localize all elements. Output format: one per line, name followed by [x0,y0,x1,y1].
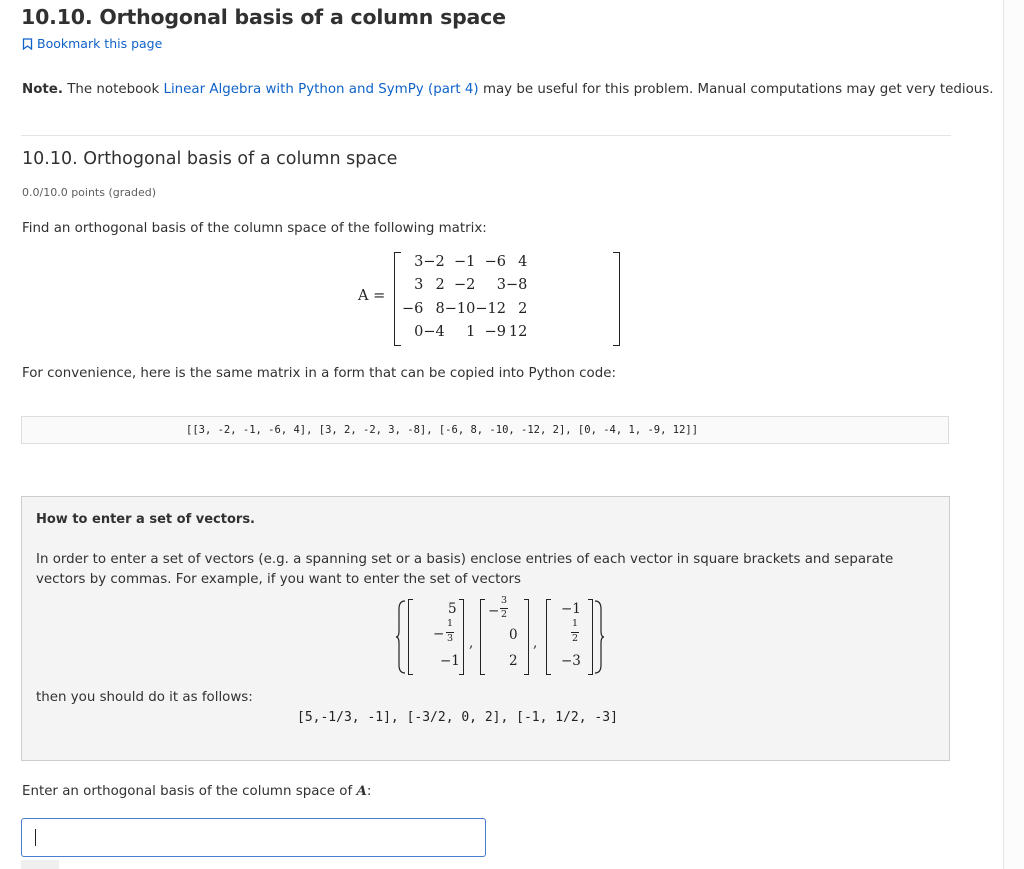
matrix-cell: 4 [518,253,528,270]
matrix-cell: −2 [423,253,445,270]
vec2-entry-2: 0 [509,627,518,643]
vec2-left-bracket [480,599,481,675]
matrix-cell: 8 [435,300,445,317]
submit-area-stub [21,860,59,869]
vec2-right-bracket [528,599,529,675]
bookmark-icon [22,38,33,50]
bookmark-link[interactable] [22,36,162,51]
hint-text: In order to enter a set of vectors (e.g. a spanning set or a basis) enclose entries of each vector in square brackets and separate vectors by commas. For example, if you want to enter the set of vectors [36,552,894,587]
matrix-cell: 2 [518,300,528,317]
vec1-den-2: 3 [446,633,454,644]
matrix-cell: −4 [423,324,445,341]
vec1-entry-1: 5 [448,601,457,617]
vec1-num-2: 1 [446,618,454,629]
answer-prompt-end: : [366,784,372,799]
matrix-label: A = [358,288,386,304]
answer-prompt-text: Enter an orthogonal basis of the column space of [22,784,353,799]
matrix-row [402,250,527,274]
matrix-cell: 12 [508,324,528,341]
python-code[interactable]: [[3, -2, -1, -6, 4], [3, 2, -2, 3, -8], [-6, 8, -10, -12, 2], [0, -4, 1, -9, 12]] [186,424,699,436]
scrollbar[interactable] [1003,0,1024,869]
vec3-left-bracket-bottom [546,674,551,675]
matrix-cell: −2 [453,277,476,294]
vec2-den-1: 2 [500,609,508,620]
answer-prompt [22,783,371,799]
python-code-box[interactable] [21,416,949,444]
note-label: Note. [22,82,63,97]
note-text-before: The notebook [67,82,160,97]
vec1-left-bracket-bottom [408,674,413,675]
answer-input[interactable] [21,818,486,857]
matrix-cell: −12 [475,300,506,317]
matrix-cell: 1 [466,324,476,341]
matrix-row [402,321,527,345]
matrix-cell: −1 [453,253,476,270]
vec1-left-bracket-top [408,599,413,600]
vec1-entry-3: −1 [440,653,460,669]
matrix-cell: 0 [414,324,424,341]
notebook-link[interactable]: Linear Algebra with Python and SymPy (part 4) [163,82,479,97]
points-status: 0.0/10.0 points (graded) [22,186,157,199]
note-text-after: may be useful for this problem. Manual computations may get very tedious. [482,82,994,97]
matrix-cell: −8 [505,277,528,294]
hint-title: How to enter a set of vectors. [36,512,255,527]
hint-box [21,496,950,761]
vec2-num-1: 3 [500,595,508,606]
page-title: 10.10. Orthogonal basis of a column space [21,5,506,29]
vec3-right-bracket-top [588,599,593,600]
note [22,82,994,97]
vec2-sign-1: − [488,603,500,619]
vec1-right-bracket-bottom [459,674,464,675]
matrix-table [402,250,527,344]
bookmark-label: Bookmark this page [37,36,163,51]
vec2-right-bracket-top [524,599,529,600]
example-input: [5,-1/3, -1], [-3/2, 0, 2], [-1, 1/2, -3] [297,710,618,725]
answer-prompt-var: A [356,783,367,799]
then-text: then you should do it as follows: [36,690,253,705]
vec3-right-bracket-bottom [588,674,593,675]
matrix-row [402,274,527,298]
vec3-den-2: 2 [571,633,579,644]
matrix-cell: 2 [435,277,445,294]
vec2-left-bracket-bottom [480,674,485,675]
vec3-left-bracket [546,599,547,675]
vec3-entry-3: −3 [561,653,581,669]
matrix-cell: −6 [484,253,506,270]
matrix-row [402,297,527,321]
matrix-cell: 3 [414,253,424,270]
vec2-left-bracket-top [480,599,485,600]
vec3-left-bracket-top [546,599,551,600]
vec2-right-bracket-bottom [524,674,529,675]
vec1-right-bracket-top [459,599,464,600]
vec3-num-2: 1 [571,618,579,629]
comma-1: , [469,635,474,651]
problem-title: 10.10. Orthogonal basis of a column space [22,149,398,169]
matrix-left-bracket [394,252,401,346]
vec2-entry-3: 2 [509,653,518,669]
comma-2: , [533,635,538,651]
problem-prompt: Find an orthogonal basis of the column space of the following matrix: [22,221,487,236]
matrix-cell: −10 [444,300,476,317]
matrix-cell: −9 [484,324,506,341]
text-caret [35,829,36,846]
vec3-entry-1: −1 [561,601,581,617]
convenience-text: For convenience, here is the same matrix in a form that can be copied into Python code: [22,366,616,381]
divider [21,135,951,136]
vec1-sign-2: − [433,626,445,642]
matrix-cell: −6 [402,300,424,317]
vec1-left-bracket [408,599,409,675]
matrix-right-bracket [613,252,620,346]
vec3-right-bracket [592,599,593,675]
matrix-cell: 3 [414,277,424,294]
matrix-cell: 3 [496,277,506,294]
vector-set-example [396,597,616,677]
vec1-right-bracket [463,599,464,675]
